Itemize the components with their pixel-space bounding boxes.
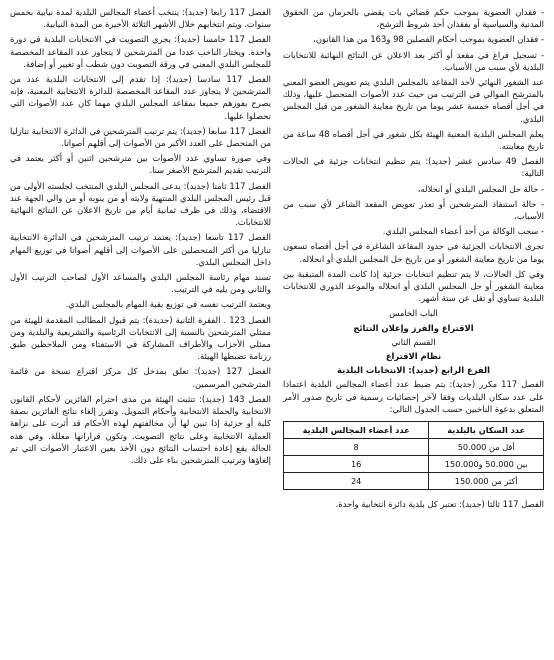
list-item: - حالة استنفاذ المترشحين أو تعذر تعويض المقعد الشاغر لأي سبب من الأسباب، <box>283 198 544 222</box>
table-cell: 16 <box>284 456 429 473</box>
paragraph: - تسجيل فراغ في مقعد أو أكثر بعد الاعلان عن النتائج النهائية للانتخابات البلدية لأي سبب من الأسباب. <box>283 49 544 72</box>
chapter-heading: الباب الخامس <box>389 308 438 319</box>
table-cell: 24 <box>284 473 429 490</box>
table-row <box>284 473 544 490</box>
paragraph: يعلم المجلس البلدية المعنية الهيئة بكل شغور في أجل أقصاه 48 ساعة من تاريخ معاينته. <box>283 128 544 152</box>
left-column <box>10 6 271 656</box>
paragraph: الفصل 117 سابعا (جديد): يتم ترتيب المترشحين في الدائرة الانتخابية تنازليا من المتحصل على العدد الأكبر من الأصوات إلى أقلهم أصواتا. <box>10 125 272 149</box>
paragraph: - فقدان العضوية بموجب أحكام الفصلين 98 و163 من هذا القانون، <box>313 34 544 45</box>
paragraph: عند الشغور النهائي لأحد المقاعد بالمجلس البلدي يتم تعويض العضو المعني بالمترشح الموالي في الترتيب من حيث عدد الأصوات المتحصل عليها، وذلك في أجل أقصاه خمسة عشر يوما من تاريخ معاينة الشغور من قبل المجلس البلدي. <box>283 77 544 124</box>
paragraph: - فقدان العضوية بموجب حكم قضائي بات يقضي بالحرمان من الحقوق المدنية والسياسية أو بفقدان أحد شروط الترشح، <box>283 7 544 30</box>
right-column <box>283 6 544 656</box>
paragraph: الفصل 117 ثالثا (جديد): تعتبر كل بلدية دائرة انتخابية واحدة. <box>335 499 544 510</box>
members-table <box>283 421 544 490</box>
paragraph: تسند مهام رئاسة المجلس البلدي والمساعد الأول لصاحب الترتيب الأول والثاني ومن يليه في الترتيب. <box>10 272 271 295</box>
table-row <box>284 456 544 473</box>
paragraph: الفصل 127 (جديد): تعلق بمدخل كل مركز اقتراع نسخة من قائمة المترشحين المرسمين. <box>10 366 271 389</box>
table-cell: 8 <box>284 439 429 456</box>
subsection-heading: الفرع الرابع (جديد): الانتخابات البلدية <box>337 365 490 376</box>
paragraph: الفصل 117 مكرر (جديد): يتم ضبط عدد أعضاء المجالس البلدية اعتمادا على عدد سكان البلديات وفقا لآخر إحصائيات رسمية في تاريخ صدور الأمر المتعلق بدعوة الناخبين حسب الجدول التالي: <box>283 379 544 414</box>
section-title: نظام الاقتراع <box>385 351 442 362</box>
paragraph: الفصل 143 (جديد): تتثبت الهيئة من مدى احترام الفائزين لأحكام القانون الانتخابية والحملة الانتخابية وأحكام التمويل. وتقرر إلغاء نتائج الفائزين بصفة كلية أو جزئية إذا تبين لها أن مخالفتهم لهذه الأحكام قد أثرت على نزاهة العملية الانتخابية وعلى نتائج التصويت. وتكون قراراتها معللة. وفي هذه الحالة يقع إعادة احتساب النتائج دون الأخذ بعين الاعتبار الأصوات التي تم إلغاؤها وترتيب المترشحين بناء على ذلك. <box>10 393 271 465</box>
paragraph: تجرى الانتخابات الجزئية في حدود المقاعد الشاغرة في أجل أقصاه تسعون يوما من تاريخ معاينة الشغور أو من تاريخ حل المجلس البلدي أو انحلاله. <box>283 241 544 264</box>
paragraph: وفي كل الحالات، لا يتم تنظيم انتخابات جزئية إذا كانت المدة المتبقية بين معاينة الشغور أو حل المجلس البلدي أو انحلاله والموعد الدوري للانتخابات البلدية تساوي أو تقل عن ستة أشهر. <box>283 268 544 304</box>
list-item: - حالة حل المجلس البلدي أو انحلاله، <box>417 183 544 194</box>
list-item: - سحب الوكالة من أحد أعضاء المجلس البلدي. <box>382 226 544 237</box>
paragraph: الفصل 117 رابعا (جديد): ينتخب أعضاء المجالس البلدية لمدة نيابية بخمس سنوات. ويتم انتخابهم خلال الأشهر الثلاثة الأخيرة من المدة النيابية. <box>10 7 271 30</box>
paragraph: وفي صورة تساوي عدد الأصوات بين مترشحين اثنين أو أكثر يعتمد في الترتيب تقديم المترشح الأصغر سنا. <box>10 153 271 176</box>
paragraph: ويعتمد الترتيب نفسه في توزيع بقية المهام بالمجلس البلدي. <box>65 299 271 310</box>
paragraph: الفصل 117 خامسا (جديد): يجري التصويت في الانتخابات البلدية في دورة واحدة. ويختار الناخب عددا من المترشحين لا يتجاوز عدد المقاعد المخصصة للمجلس البلدي المعني في ورقة التصويت دون شطب أو تغيير أو إضافة. <box>10 34 271 69</box>
table-header-row <box>284 422 544 439</box>
table-cell: أكثر من 150.000 <box>429 473 544 490</box>
paragraph: الفصل 117 سادسا (جديد): إذا تقدم إلى الانتخابات البلدية عدد من المترشحين لا يتجاوز عدد المقاعد المخصصة للدائرة الانتخابية المعنية، فإنه يصرح بفوزهم جميعا بمقاعد المجلس البلدي مهما كان عدد الأصوات التي تحصلوا عليها. <box>10 74 271 121</box>
paragraph: الفصل 123 . الفقرة الثانية (جديدة): يتم قبول المطالب المقدمة للهيئة من ممثلي المترشحين بالنسبة إلى الانتخابات الرئاسية والتشريعية والبلدية ومن ممثلي الأحزاب والأطراف المشاركة في الاستفتاء ومن الملاحظين طبق رزنامة تضبطها الهيئة. <box>10 314 271 362</box>
chapter-title: الاقتراع والفرز وإعلان النتائج <box>353 322 474 333</box>
paragraph: الفصل 117 ثامنا (جديد): يدعى المجلس البلدي المنتخب لجلسته الأولى من قبل رئيس المجلس البلدي المنتهية ولايته أو من ينوبه أو من والي الجهة عند الاقتضاء، وذلك في ظرف ثمانية أيام من تاريخ الاعلان عن النتائج النهائية للانتخابات. <box>10 180 272 228</box>
column-header: عدد السكان بالبلدية <box>429 422 544 439</box>
table-cell: أقل من 50.000 <box>429 439 544 456</box>
paragraph: الفصل 49 سادس عشر (جديد): يتم تنظيم انتخابات جزئية في الحالات التالية: <box>283 156 544 179</box>
paragraph: الفصل 117 تاسعا (جديد): يعتمد ترتيب المترشحين في الدائرة الانتخابية تنازليا من أكثر المتحصلين على الأصوات إلى أقلهم أصواتا في توزيع المهام داخل المجلس البلدي. <box>10 232 271 267</box>
table-cell: بين 50.000 و150.000 <box>429 456 544 473</box>
column-header: عدد أعضاء المجالس البلدية <box>284 422 429 439</box>
section-heading: القسم الثاني <box>391 336 436 347</box>
table-row <box>284 439 544 456</box>
